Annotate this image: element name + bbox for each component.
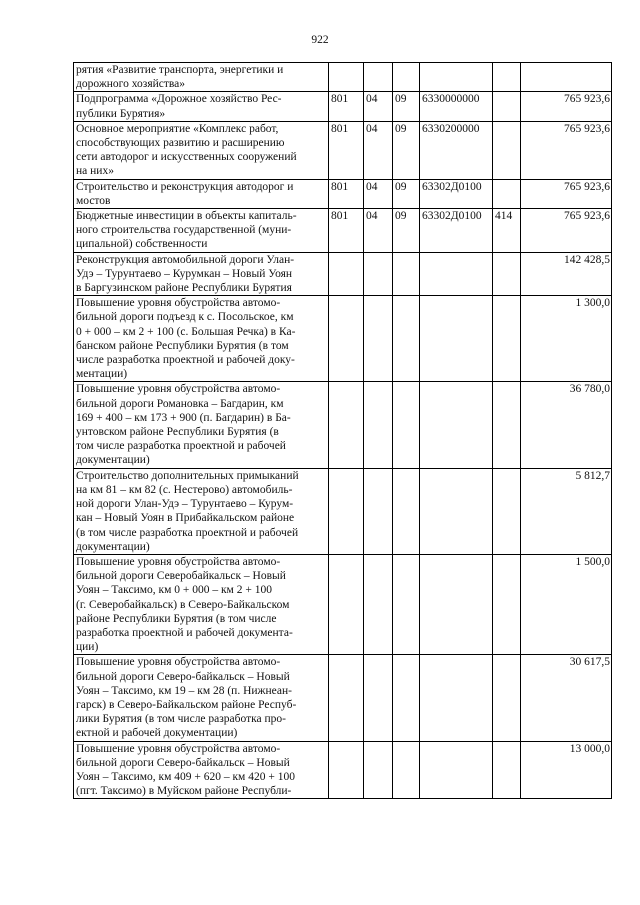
row-name-cell — [74, 63, 329, 92]
row-name-line: на км 81 – км 82 (с. Нестерово) автомобиль- — [76, 483, 293, 496]
grbs-cell — [329, 554, 364, 654]
row-name-line: ментации) — [76, 368, 128, 381]
section-cell — [364, 382, 393, 468]
row-name-line: ципальной) собственности — [76, 238, 208, 251]
subsection-cell: 09 — [393, 121, 420, 179]
grbs-cell — [329, 382, 364, 468]
section-cell — [364, 741, 393, 799]
row-name-cell — [74, 554, 329, 654]
row-name-line: Повышение уровня обустройства автомо- — [76, 555, 281, 568]
expense-type-cell — [493, 468, 521, 554]
amount-cell: 765 923,6 — [521, 121, 612, 179]
row-name-line: Строительство и реконструкция автодорог и — [76, 180, 294, 193]
row-name-line: Повышение уровня обустройства автомо- — [76, 383, 281, 396]
section-cell — [364, 468, 393, 554]
amount-cell: 765 923,6 — [521, 209, 612, 253]
subsection-cell — [393, 252, 420, 296]
section-cell — [364, 63, 393, 92]
row-name-cell — [74, 252, 329, 296]
grbs-cell — [329, 468, 364, 554]
row-name-line: Основное мероприятие «Комплекс работ, — [76, 122, 279, 135]
table-row — [74, 296, 612, 382]
row-name-line: Уоян – Таксимо, км 0 + 000 – км 2 + 100 — [76, 584, 272, 597]
row-name-line: бильной дороги Северо-байкальск – Новый — [76, 756, 290, 769]
section-cell: 04 — [364, 92, 393, 121]
amount-cell: 13 000,0 — [521, 741, 612, 799]
row-name-line: гарск) в Северо-Байкальском районе Респуб- — [76, 698, 297, 711]
row-name-line: разработка проектной и рабочей документа- — [76, 626, 293, 639]
grbs-cell: 801 — [329, 92, 364, 121]
target-article-cell — [420, 741, 493, 799]
subsection-cell: 09 — [393, 179, 420, 208]
grbs-cell: 801 — [329, 209, 364, 253]
expense-type-cell — [493, 92, 521, 121]
target-article-cell: 63302Д0100 — [420, 209, 493, 253]
table-body — [74, 63, 612, 799]
amount-cell: 36 780,0 — [521, 382, 612, 468]
amount-cell: 765 923,6 — [521, 179, 612, 208]
table-row — [74, 554, 612, 654]
section-cell — [364, 296, 393, 382]
row-name-line: Бюджетные инвестиции в объекты капиталь- — [76, 210, 297, 223]
row-name-line: ного строительства государственной (муни- — [76, 224, 292, 237]
row-name-line: Удэ – Турунтаево – Курумкан – Новый Уоян — [76, 267, 293, 280]
expense-type-cell — [493, 655, 521, 741]
row-name-line: бильной дороги Романовка – Багдарин, км — [76, 397, 284, 410]
table-row — [74, 468, 612, 554]
row-name-line: Повышение уровня обустройства автомо- — [76, 656, 281, 669]
expense-type-cell — [493, 296, 521, 382]
target-article-cell: 6330200000 — [420, 121, 493, 179]
row-name-line: (в том числе разработка проектной и рабочей — [76, 526, 299, 539]
row-name-line: (пгт. Таксимо) в Муйском районе Республи- — [76, 785, 292, 798]
section-cell: 04 — [364, 121, 393, 179]
row-name-cell — [74, 655, 329, 741]
row-name-line: банском районе Республики Бурятия (в том — [76, 339, 289, 352]
target-article-cell — [420, 252, 493, 296]
row-name-line: унтовском районе Республики Бурятия (в — [76, 426, 279, 439]
section-cell — [364, 554, 393, 654]
row-name-cell — [74, 92, 329, 121]
row-name-line: бильной дороги подъезд к с. Посольское, км — [76, 311, 294, 324]
grbs-cell — [329, 655, 364, 741]
row-name-line: в Баргузинском районе Республики Бурятия — [76, 282, 292, 295]
row-name-cell — [74, 468, 329, 554]
table-row — [74, 179, 612, 208]
row-name-cell — [74, 121, 329, 179]
amount-cell — [521, 63, 612, 92]
row-name-line: районе Республики Бурятия (в том числе — [76, 612, 277, 625]
row-name-line: способствующих развитию и расширению — [76, 137, 285, 150]
expense-type-cell — [493, 554, 521, 654]
expense-type-cell — [493, 121, 521, 179]
subsection-cell — [393, 382, 420, 468]
amount-cell: 30 617,5 — [521, 655, 612, 741]
row-name-line: ной дороги Улан-Удэ – Турунтаево – Курум- — [76, 498, 294, 511]
subsection-cell — [393, 741, 420, 799]
row-name-line: Реконструкция автомобильной дороги Улан- — [76, 253, 295, 266]
row-name-cell — [74, 179, 329, 208]
row-name-cell — [74, 741, 329, 799]
row-name-line: сети автодорог и искусственных сооружений — [76, 151, 297, 164]
table-row — [74, 741, 612, 799]
amount-cell: 1 300,0 — [521, 296, 612, 382]
target-article-cell — [420, 655, 493, 741]
row-name-line: 169 + 400 – км 173 + 900 (п. Багдарин) в Ба- — [76, 411, 291, 424]
row-name-line: ектной и рабочей документации) — [76, 727, 238, 740]
grbs-cell — [329, 63, 364, 92]
row-name-line: дорожного хозяйства» — [76, 78, 186, 91]
expense-type-cell: 414 — [493, 209, 521, 253]
target-article-cell — [420, 63, 493, 92]
row-name-line: документации) — [76, 540, 150, 553]
target-article-cell: 63302Д0100 — [420, 179, 493, 208]
row-name-line: Повышение уровня обустройства автомо- — [76, 297, 281, 310]
target-article-cell — [420, 296, 493, 382]
amount-cell: 142 428,5 — [521, 252, 612, 296]
subsection-cell — [393, 63, 420, 92]
grbs-cell: 801 — [329, 121, 364, 179]
expense-type-cell — [493, 382, 521, 468]
expense-type-cell — [493, 63, 521, 92]
row-name-line: том числе разработка проектной и рабочей — [76, 440, 286, 453]
row-name-line: (г. Северобайкальск) в Северо-Байкальском — [76, 598, 290, 611]
amount-cell: 765 923,6 — [521, 92, 612, 121]
row-name-line: числе разработка проектной и рабочей доку- — [76, 354, 295, 367]
grbs-cell — [329, 296, 364, 382]
subsection-cell — [393, 296, 420, 382]
grbs-cell — [329, 252, 364, 296]
row-name-line: бильной дороги Северобайкальск – Новый — [76, 570, 286, 583]
row-name-line: рятия «Развитие транспорта, энергетики и — [76, 64, 284, 76]
subsection-cell — [393, 655, 420, 741]
grbs-cell — [329, 741, 364, 799]
target-article-cell — [420, 468, 493, 554]
row-name-line: мостов — [76, 194, 111, 207]
row-name-cell — [74, 382, 329, 468]
section-cell: 04 — [364, 179, 393, 208]
target-article-cell: 6330000000 — [420, 92, 493, 121]
table-row — [74, 655, 612, 741]
row-name-line: кан – Новый Уоян в Прибайкальском районе — [76, 512, 295, 525]
target-article-cell — [420, 554, 493, 654]
row-name-line: лики Бурятия (в том числе разработка про- — [76, 713, 287, 726]
expense-type-cell — [493, 741, 521, 799]
budget-table — [73, 62, 612, 799]
row-name-line: ции) — [76, 641, 99, 654]
row-name-line: Повышение уровня обустройства автомо- — [76, 742, 281, 755]
grbs-cell: 801 — [329, 179, 364, 208]
row-name-line: Уоян – Таксимо, км 19 – км 28 (п. Нижнеан- — [76, 684, 292, 697]
subsection-cell: 09 — [393, 209, 420, 253]
table-row — [74, 209, 612, 253]
section-cell: 04 — [364, 209, 393, 253]
row-name-line: Подпрограмма «Дорожное хозяйство Рес- — [76, 93, 282, 106]
subsection-cell — [393, 554, 420, 654]
subsection-cell — [393, 468, 420, 554]
row-name-line: Строительство дополнительных примыканий — [76, 469, 299, 482]
table-row — [74, 382, 612, 468]
target-article-cell — [420, 382, 493, 468]
row-name-line: документации) — [76, 454, 150, 467]
expense-type-cell — [493, 179, 521, 208]
row-name-cell — [74, 296, 329, 382]
row-name-line: публики Бурятия» — [76, 107, 166, 120]
page-number: 922 — [311, 34, 329, 46]
table-row — [74, 121, 612, 179]
subsection-cell: 09 — [393, 92, 420, 121]
row-name-line: 0 + 000 – км 2 + 100 (с. Большая Речка) в Ка- — [76, 325, 296, 338]
row-name-cell — [74, 209, 329, 253]
expense-type-cell — [493, 252, 521, 296]
section-cell — [364, 252, 393, 296]
table-row — [74, 92, 612, 121]
amount-cell: 1 500,0 — [521, 554, 612, 654]
table-row — [74, 63, 612, 92]
row-name-line: на них» — [76, 165, 114, 178]
row-name-line: бильной дороги Северо-байкальск – Новый — [76, 670, 290, 683]
section-cell — [364, 655, 393, 741]
table-row — [74, 252, 612, 296]
amount-cell: 5 812,7 — [521, 468, 612, 554]
row-name-line: Уоян – Таксимо, км 409 + 620 – км 420 + 100 — [76, 770, 295, 783]
